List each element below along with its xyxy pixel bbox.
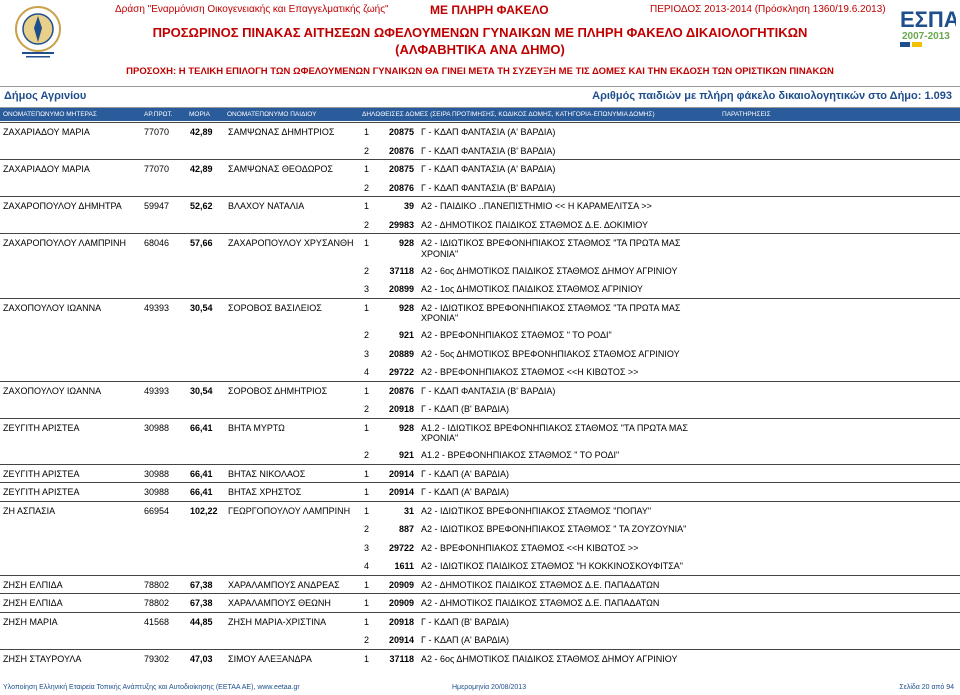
row-separator	[0, 612, 960, 613]
structure-description: Γ - ΚΔΑΠ (Α' ΒΑΡΔΙΑ)	[421, 635, 510, 645]
protocol-number: 68046	[144, 238, 170, 248]
child-name: ΣΟΡΟΒΟΣ ΔΗΜΗΤΡΙΟΣ	[228, 385, 328, 396]
row-separator	[0, 159, 960, 160]
structure-code: 20876	[388, 145, 414, 156]
children-count: Αριθμός παιδιών με πλήρη φάκελο δικαιολογητικών στο Δήμο: 1.093	[592, 90, 952, 102]
child-name: ΖΗΣΗ ΜΑΡΙΑ-ΧΡΙΣΤΙΝΑ	[228, 616, 327, 627]
mother-name: ΖΗΣΗ ΕΛΠΙΔΑ	[3, 598, 63, 608]
points: 66,41	[190, 422, 213, 433]
mother-name: ΖΗΣΗ ΕΛΠΙΔΑ	[3, 579, 63, 590]
structure-description: Α2 - ΔΗΜΟΤΙΚΟΣ ΠΑΙΔΙΚΟΣ ΣΤΑΘΜΟΣ Δ.Ε. ΔΟΚΙΜΙΟΥ	[421, 219, 648, 230]
child-name: ΧΑΡΑΛΑΜΠΟΥΣ ΑΝΔΡΕΑΣ	[228, 579, 340, 590]
child-name: ΖΑΧΑΡΟΠΟΥΛΟΥ ΧΡΥΣΑΝΘΗ	[228, 238, 354, 248]
child-name: ΒΗΤΑΣ ΧΡΗΣΤΟΣ	[228, 487, 302, 497]
table-header	[0, 108, 960, 121]
preference-order: 4	[364, 561, 370, 571]
structure-code: 20914	[388, 635, 414, 645]
preference-order: 2	[364, 524, 370, 534]
protocol-number: 66954	[144, 505, 170, 516]
preference-order: 4	[364, 367, 370, 377]
structure-description: Α2 - 6ος ΔΗΜΟΤΙΚΟΣ ΠΑΙΔΙΚΟΣ ΣΤΑΘΜΟΣ ΔΗΜΟΥ ΑΓΡΙΝΙΟΥ	[421, 265, 678, 276]
structure-description: Γ - ΚΔΑΠ ΦΑΝΤΑΣΙΑ (Β' ΒΑΡΔΙΑ)	[421, 182, 556, 193]
structure-description: Α2 - ΙΔΙΩΤΙΚΟΣ ΒΡΕΦΟΝΗΠΙΑΚΟΣ ΣΤΑΘΜΟΣ "ΤΑ ΠΡΩΤΑ ΜΑΣ	[421, 302, 681, 313]
protocol-number: 77070	[144, 127, 170, 137]
protocol-number: 49393	[144, 302, 170, 313]
points: 66,41	[190, 487, 213, 497]
preference-order: 1	[364, 127, 370, 137]
structure-code: 20909	[388, 579, 414, 590]
preference-order: 1	[364, 598, 370, 608]
child-name: ΣΙΜΟΥ ΑΛΕΞΑΝΔΡΑ	[228, 653, 312, 664]
preference-order: 2	[364, 450, 370, 460]
structure-description: Α1.2 - ΒΡΕΦΟΝΗΠΙΑΚΟΣ ΣΤΑΘΜΟΣ " ΤΟ ΡΟΔΙ"	[421, 450, 620, 460]
structure-description: Α2 - ΔΗΜΟΤΙΚΟΣ ΠΑΙΔΙΚΟΣ ΣΤΑΘΜΟΣ Δ.Ε. ΠΑΠΑΔΑΤΩΝ	[421, 598, 660, 608]
row-separator	[0, 575, 960, 576]
structure-description: Α2 - ΒΡΕΦΟΝΗΠΙΑΚΟΣ ΣΤΑΘΜΟΣ " ΤΟ ΡΟΔΙ"	[421, 330, 612, 340]
column-remarks: ΠΑΡΑΤΗΡΗΣΕΙΣ	[722, 111, 771, 118]
preference-order: 1	[364, 302, 370, 313]
row-separator	[0, 649, 960, 650]
structure-description-cont: ΧΡΟΝΙΑ"	[421, 433, 459, 443]
points: 102,22	[190, 505, 218, 516]
row-separator	[0, 482, 960, 483]
municipality-name: Δήμος Αγρινίου	[4, 90, 87, 102]
structure-code: 37118	[389, 653, 414, 664]
structure-code: 20918	[388, 616, 414, 627]
row-separator	[0, 233, 960, 234]
footer-credits: Υλοποίηση Ελληνική Εταιρεία Τοπικής Ανάπτυξης και Αυτοδιοίκησης (ΕΕΤΑΑ ΑΕ), www.eetaa.gr	[3, 684, 300, 691]
footer-page-number: Σελίδα 20 από 94	[899, 684, 954, 691]
structure-code: 31	[403, 505, 414, 516]
preference-order: 2	[364, 219, 370, 230]
preference-order: 1	[364, 487, 370, 497]
column-mother: ΟΝΟΜΑΤΕΠΩΝΥΜΟ ΜΗΤΕΡΑΣ	[3, 111, 97, 118]
row-separator	[0, 122, 960, 123]
child-name: ΒΗΤΑΣ ΝΙΚΟΛΑΟΣ	[228, 468, 306, 479]
structure-description: Γ - ΚΔΑΠ ΦΑΝΤΑΣΙΑ (Α' ΒΑΡΔΙΑ)	[421, 164, 556, 174]
protocol-number: 78802	[144, 579, 170, 590]
mother-name: ΖΗ ΑΣΠΑΣΙΑ	[3, 505, 56, 516]
structure-code: 20899	[388, 284, 414, 294]
structure-description: Γ - ΚΔΑΠ (Α' ΒΑΡΔΙΑ)	[421, 468, 510, 479]
points: 42,89	[190, 127, 213, 137]
structure-code: 928	[398, 302, 414, 313]
structure-description: Γ - ΚΔΑΠ ΦΑΝΤΑΣΙΑ (Β' ΒΑΡΔΙΑ)	[421, 145, 556, 156]
structure-code: 20914	[388, 487, 414, 497]
row-separator	[0, 418, 960, 419]
preference-order: 1	[364, 616, 370, 627]
preference-order: 1	[364, 653, 370, 664]
mother-name: ΖΑΧΑΡΟΠΟΥΛΟΥ ΔΗΜΗΤΡΑ	[3, 201, 122, 211]
structure-code: 921	[398, 450, 414, 460]
espa-logo-text: ΕΣΠΑ	[900, 7, 956, 32]
mother-name: ΖΕΥΓΙΤΗ ΑΡΙΣΤΕΑ	[3, 468, 80, 479]
structure-code: 20875	[388, 164, 414, 174]
points: 57,66	[190, 238, 213, 248]
preference-order: 1	[364, 505, 370, 516]
column-protocol: ΑΡ.ΠΡΩΤ.	[144, 111, 173, 118]
structure-description: Γ - ΚΔΑΠ (Α' ΒΑΡΔΙΑ)	[421, 487, 510, 497]
structure-description: Α2 - 1ος ΔΗΜΟΤΙΚΟΣ ΠΑΙΔΙΚΟΣ ΣΤΑΘΜΟΣ ΑΓΡΙΝΙΟΥ	[421, 284, 643, 294]
page-title: ΠΡΟΣΩΡΙΝΟΣ ΠΙΝΑΚΑΣ ΑΙΤΗΣΕΩΝ ΩΦΕΛΟΥΜΕΝΩΝ ΓΥΝΑΙΚΩΝ ΜΕ ΠΛΗΡΗ ΦΑΚΕΛΟ ΔΙΚΑΙΟΛΟΓΗΤΙΚΩΝ	[152, 25, 808, 40]
preference-order: 2	[364, 635, 370, 645]
structure-code: 20875	[388, 127, 414, 137]
row-separator	[0, 593, 960, 594]
column-child: ΟΝΟΜΑΤΕΠΩΝΥΜΟ ΠΑΙΔΙΟΥ	[227, 111, 317, 118]
preference-order: 1	[364, 385, 370, 396]
points: 44,85	[190, 616, 213, 627]
espa-logo	[898, 3, 956, 47]
warning-note: ΠΡΟΣΟΧΗ: Η ΤΕΛΙΚΗ ΕΠΙΛΟΓΗ ΤΩΝ ΩΦΕΛΟΥΜΕΝΩΝ ΓΥΝΑΙΚΩΝ ΘΑ ΓΙΝΕΙ ΜΕΤΑ ΤΗ ΣΥΖΕΥΞΗ ΜΕ ΤΙΣ ΔΟΜΕΣ ΚΑΙ ΤΗΝ ΕΚΔΟΣΗ ΤΩΝ ΟΡΙΣΤΙΚΩΝ ΠΙΝΑΚΩΝ	[126, 66, 834, 77]
structure-description-cont: ΧΡΟΝΙΑ"	[421, 313, 459, 323]
child-name: ΣΑΜΨΩΝΑΣ ΘΕΟΔΩΡΟΣ	[228, 164, 333, 174]
municipality-band	[0, 86, 960, 108]
file-type: ΜΕ ΠΛΗΡΗ ΦΑΚΕΛΟ	[430, 3, 549, 17]
protocol-number: 30988	[144, 487, 170, 497]
action-title: Δράση "Εναρμόνιση Οικογενειακής και Επαγγελματικής ζωής"	[115, 4, 389, 15]
row-separator	[0, 464, 960, 465]
structure-description: Α2 - ΙΔΙΩΤΙΚΟΣ ΒΡΕΦΟΝΗΠΙΑΚΟΣ ΣΤΑΘΜΟΣ "ΠΟΠΑΥ"	[421, 505, 652, 516]
child-name: ΒΛΑΧΟΥ ΝΑΤΑΛΙΑ	[228, 201, 305, 211]
mother-name: ΖΑΧΑΡΙΑΔΟΥ ΜΑΡΙΑ	[3, 127, 90, 137]
protocol-number: 79302	[144, 653, 170, 664]
structure-code: 1611	[394, 561, 414, 571]
mother-name: ΖΕΥΓΙΤΗ ΑΡΙΣΤΕΑ	[3, 422, 80, 433]
protocol-number: 59947	[144, 201, 170, 211]
structure-code: 39	[403, 201, 414, 211]
protocol-number: 49393	[144, 385, 170, 396]
child-name: ΣΑΜΨΩΝΑΣ ΔΗΜΗΤΡΙΟΣ	[228, 127, 335, 137]
points: 67,38	[190, 598, 213, 608]
structure-code: 29983	[388, 219, 414, 230]
child-name: ΧΑΡΑΛΑΜΠΟΥΣ ΘΕΩΝΗ	[228, 598, 331, 608]
protocol-number: 41568	[144, 616, 170, 627]
structure-description: Α2 - ΙΔΙΩΤΙΚΟΣ ΠΑΙΔΙΚΟΣ ΣΤΑΘΜΟΣ "Η ΚΟΚΚΙΝΟΣΚΟΥΦΙΤΣΑ"	[421, 561, 683, 571]
structure-description: Α2 - 6ος ΔΗΜΟΤΙΚΟΣ ΠΑΙΔΙΚΟΣ ΣΤΑΘΜΟΣ ΔΗΜΟΥ ΑΓΡΙΝΙΟΥ	[421, 653, 678, 664]
period: ΠΕΡΙΟΔΟΣ 2013-2014 (Πρόσκληση 1360/19.6.2013)	[650, 4, 886, 15]
points: 52,62	[190, 201, 213, 211]
structure-code: 20876	[388, 182, 414, 193]
preference-order: 2	[364, 145, 370, 156]
structure-code: 37118	[389, 265, 414, 276]
structure-description: Α2 - ΠΑΙΔΙΚΟ ..ΠΑΝΕΠΙΣΤΗΜΙΟ << Η ΚΑΡΑΜΕΛΙΤΣΑ >>	[421, 201, 652, 211]
structure-code: 20889	[388, 348, 414, 359]
points: 30,54	[190, 302, 213, 313]
structure-code: 20909	[388, 598, 414, 608]
mother-name: ΖΑΧΑΡΟΠΟΥΛΟΥ ΛΑΜΠΡΙΝΗ	[3, 238, 126, 248]
preference-order: 1	[364, 468, 370, 479]
mother-name: ΖΕΥΓΙΤΗ ΑΡΙΣΤΕΑ	[3, 487, 80, 497]
structure-description: Α2 - ΙΔΙΩΤΙΚΟΣ ΒΡΕΦΟΝΗΠΙΑΚΟΣ ΣΤΑΘΜΟΣ " ΤΑ ΖΟΥΖΟΥΝΙΑ"	[421, 524, 687, 534]
structure-description: Α2 - ΒΡΕΦΟΝΗΠΙΑΚΟΣ ΣΤΑΘΜΟΣ <<Η ΚΙΒΩΤΟΣ >>	[421, 542, 639, 553]
points: 30,54	[190, 385, 213, 396]
row-separator	[0, 298, 960, 299]
child-name: ΒΗΤΑ ΜΥΡΤΩ	[228, 422, 285, 433]
preference-order: 1	[364, 164, 370, 174]
mother-name: ΖΑΧΟΠΟΥΛΟΥ ΙΩΑΝΝΑ	[3, 385, 102, 396]
preference-order: 2	[364, 404, 370, 414]
structure-description: Α2 - ΔΗΜΟΤΙΚΟΣ ΠΑΙΔΙΚΟΣ ΣΤΑΘΜΟΣ Δ.Ε. ΠΑΠΑΔΑΤΩΝ	[421, 579, 660, 590]
structure-description: Α1.2 - ΙΔΙΩΤΙΚΟΣ ΒΡΕΦΟΝΗΠΙΑΚΟΣ ΣΤΑΘΜΟΣ "ΤΑ ΠΡΩΤΑ ΜΑΣ	[421, 422, 688, 433]
points: 42,89	[190, 164, 213, 174]
page-header	[0, 0, 960, 86]
structure-description: Α2 - ΒΡΕΦΟΝΗΠΙΑΚΟΣ ΣΤΑΘΜΟΣ <<Η ΚΙΒΩΤΟΣ >>	[421, 367, 639, 377]
mother-name: ΖΗΣΗ ΜΑΡΙΑ	[3, 616, 58, 627]
structure-code: 928	[398, 238, 414, 248]
row-separator	[0, 381, 960, 382]
preference-order: 1	[364, 579, 370, 590]
structure-description: Γ - ΚΔΑΠ ΦΑΝΤΑΣΙΑ (Β' ΒΑΡΔΙΑ)	[421, 385, 556, 396]
structure-description: Γ - ΚΔΑΠ ΦΑΝΤΑΣΙΑ (Α' ΒΑΡΔΙΑ)	[421, 127, 556, 137]
preference-order: 2	[364, 330, 370, 340]
structure-description: Γ - ΚΔΑΠ (Β' ΒΑΡΔΙΑ)	[421, 404, 510, 414]
row-separator	[0, 196, 960, 197]
points: 66,41	[190, 468, 213, 479]
mother-name: ΖΑΧΑΡΙΑΔΟΥ ΜΑΡΙΑ	[3, 164, 90, 174]
structure-code: 29722	[388, 542, 414, 553]
protocol-number: 78802	[144, 598, 170, 608]
protocol-number: 77070	[144, 164, 170, 174]
structure-code: 921	[398, 330, 414, 340]
structure-code: 928	[398, 422, 414, 433]
mother-name: ΖΑΧΟΠΟΥΛΟΥ ΙΩΑΝΝΑ	[3, 302, 102, 313]
structure-code: 20914	[388, 468, 414, 479]
preference-order: 1	[364, 201, 370, 211]
child-name: ΣΟΡΟΒΟΣ ΒΑΣΙΛΕΙΟΣ	[228, 302, 322, 313]
page-subtitle: (ΑΛΦΑΒΗΤΙΚΑ ΑΝΑ ΔΗΜΟ)	[395, 42, 565, 57]
structure-description: Γ - ΚΔΑΠ (Β' ΒΑΡΔΙΑ)	[421, 616, 510, 627]
preference-order: 2	[364, 182, 370, 193]
protocol-number: 30988	[144, 422, 170, 433]
structure-description: Α2 - ΙΔΙΩΤΙΚΟΣ ΒΡΕΦΟΝΗΠΙΑΚΟΣ ΣΤΑΘΜΟΣ "ΤΑ ΠΡΩΤΑ ΜΑΣ	[421, 238, 681, 248]
preference-order: 1	[364, 238, 370, 248]
preference-order: 3	[364, 348, 370, 359]
espa-logo-years: 2007-2013	[902, 31, 950, 42]
column-points: ΜΟΡΙΑ	[189, 111, 210, 118]
preference-order: 3	[364, 284, 370, 294]
mother-name: ΖΗΣΗ ΣΤΑΥΡΟΥΛΑ	[3, 653, 82, 664]
structure-code: 20876	[388, 385, 414, 396]
preference-order: 2	[364, 265, 370, 276]
footer-date: Ημερομηνία 20/08/2013	[452, 684, 527, 691]
protocol-number: 30988	[144, 468, 170, 479]
points: 67,38	[190, 579, 213, 590]
structure-description: Α2 - 5ος ΔΗΜΟΤΙΚΟΣ ΒΡΕΦΟΝΗΠΙΑΚΟΣ ΣΤΑΘΜΟΣ ΑΓΡΙΝΙΟΥ	[421, 348, 680, 359]
row-separator	[0, 501, 960, 502]
structure-code: 887	[398, 524, 414, 534]
column-structures: ΔΗΛΩΘΕΙΣΕΣ ΔΟΜΕΣ (ΣΕΙΡΑ ΠΡΟΤΙΜΗΣΗΣ, ΚΩΔΙΚΟΣ ΔΟΜΗΣ, ΚΑΤΗΓΟΡΙΑ-ΕΠΩΝΥΜΙΑ ΔΟΜΗΣ)	[362, 111, 655, 118]
structure-code: 29722	[388, 367, 414, 377]
points: 47,03	[190, 653, 213, 664]
preference-order: 3	[364, 542, 370, 553]
preference-order: 1	[364, 422, 370, 433]
child-name: ΓΕΩΡΓΟΠΟΥΛΟΥ ΛΑΜΠΡΙΝΗ	[228, 505, 351, 516]
structure-description-cont: ΧΡΟΝΙΑ"	[421, 248, 459, 259]
structure-code: 20918	[388, 404, 414, 414]
